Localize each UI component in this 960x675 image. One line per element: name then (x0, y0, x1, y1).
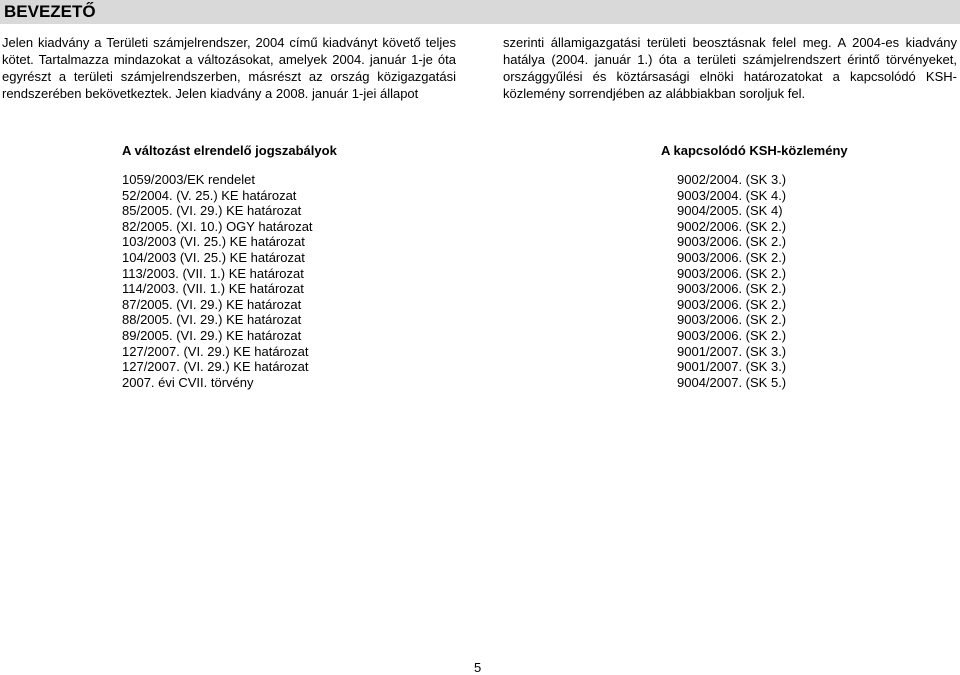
ksh-column-heading: A kapcsolódó KSH-közlemény (661, 143, 848, 158)
ksh-list-item: 9003/2004. (SK 4.) (677, 187, 787, 203)
laws-column-heading: A változást elrendelő jogszabályok (122, 143, 337, 158)
ksh-list-item: 9003/2006. (SK 2.) (677, 249, 787, 265)
ksh-list-item: 9003/2006. (SK 2.) (677, 312, 787, 328)
ksh-list-item: 9002/2006. (SK 2.) (677, 218, 787, 234)
law-list-item: 82/2005. (XI. 10.) OGY határozat (122, 218, 313, 234)
intro-column-right (503, 34, 957, 102)
law-list-item: 87/2005. (VI. 29.) KE határozat (122, 296, 302, 312)
ksh-list-item: 9001/2007. (SK 3.) (677, 343, 787, 359)
intro-paragraph-right: szerinti államigazgatási területi beosztásnak felel meg. A 2004-es kiadvány hatálya (2004. január 1.) óta a területi számjelrendszert érintő törvényeket, országgyűlési és köztársasági elnöki határozatokat a kapcsolódó KSH-közlemény sorrendjében az alábbiakban soroljuk fel. (503, 35, 957, 101)
law-list-item: 127/2007. (VI. 29.) KE határozat (122, 359, 309, 375)
law-list-item: 104/2003 (VI. 25.) KE határozat (122, 249, 305, 265)
ksh-list-item: 9001/2007. (SK 3.) (677, 359, 787, 375)
intro-paragraph-left: Jelen kiadvány a Területi számjelrendszer, 2004 című kiadványt követő teljes kötet. Tartalmazza mindazokat a változásokat, amelyek 2004. január 1-je óta egyrészt a területi számjelrendszerben, másrészt az ország közigazgatási rendszerében bekövetkeztek. Jelen kiadvány a 2008. január 1-jei állapot (2, 35, 456, 101)
law-list-item: 52/2004. (V. 25.) KE határozat (122, 187, 297, 203)
law-list-item: 127/2007. (VI. 29.) KE határozat (122, 343, 309, 359)
law-list-item: 1059/2003/EK rendelet (122, 172, 255, 187)
ksh-list-item: 9002/2004. (SK 3.) (677, 172, 787, 187)
section-title: BEVEZETŐ (4, 2, 96, 21)
page-number: 5 (474, 660, 482, 675)
intro-column-left (2, 34, 456, 102)
ksh-list-item: 9004/2007. (SK 5.) (677, 374, 787, 390)
law-list-item: 2007. évi CVII. törvény (122, 374, 254, 390)
law-list-item: 88/2005. (VI. 29.) KE határozat (122, 312, 302, 328)
law-list-item: 89/2005. (VI. 29.) KE határozat (122, 327, 302, 343)
section-title-bar (0, 0, 960, 24)
ksh-list-item: 9003/2006. (SK 2.) (677, 296, 787, 312)
ksh-list-item: 9003/2006. (SK 2.) (677, 327, 787, 343)
law-list-item: 114/2003. (VII. 1.) KE határozat (122, 281, 304, 297)
ksh-list-item: 9003/2006. (SK 2.) (677, 281, 787, 297)
ksh-list (677, 172, 786, 390)
ksh-list-item: 9004/2005. (SK 4) (677, 203, 783, 219)
law-list-item: 113/2003. (VII. 1.) KE határozat (122, 265, 304, 281)
ksh-list-item: 9003/2006. (SK 2.) (677, 265, 787, 281)
laws-list (122, 172, 313, 390)
ksh-list-item: 9003/2006. (SK 2.) (677, 234, 787, 250)
law-list-item: 103/2003 (VI. 25.) KE határozat (122, 234, 305, 250)
law-list-item: 85/2005. (VI. 29.) KE határozat (122, 203, 302, 219)
